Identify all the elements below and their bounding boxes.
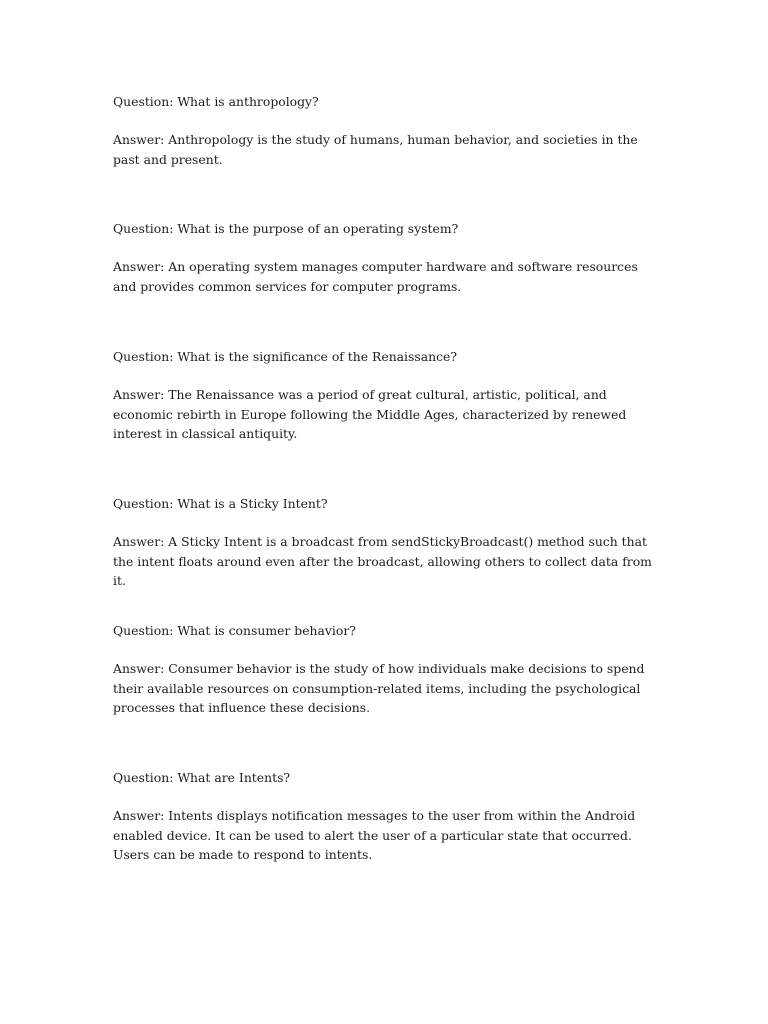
qa-entry-renaissance xyxy=(113,347,658,444)
answer-text: Answer: An operating system manages computer hardware and software resources and provides common services for computer programs. xyxy=(113,259,638,294)
question-text: Question: What is anthropology? xyxy=(113,94,319,109)
answer-text: Answer: A Sticky Intent is a broadcast from sendStickyBroadcast() method such that the intent floats around even after the broadcast, allowing others to collect data from it. xyxy=(113,534,652,588)
qa-entry-anthropology xyxy=(113,92,658,169)
answer-text: Answer: Consumer behavior is the study of how individuals make decisions to spend their available resources on consumption-related items, including the psychological processes that influence these decisions. xyxy=(113,661,645,715)
qa-entry-operating-system xyxy=(113,219,658,296)
question-text: Question: What is consumer behavior? xyxy=(113,623,356,638)
question-text: Question: What is the purpose of an operating system? xyxy=(113,221,459,236)
qa-entry-consumer-behavior xyxy=(113,621,658,718)
question-text: Question: What is the significance of the Renaissance? xyxy=(113,349,458,364)
qa-entry-sticky-intent xyxy=(113,494,658,591)
question-text: Question: What are Intents? xyxy=(113,770,291,785)
qa-entry-intents xyxy=(113,768,658,865)
answer-text: Answer: Anthropology is the study of humans, human behavior, and societies in the past and present. xyxy=(113,132,638,167)
answer-text: Answer: The Renaissance was a period of great cultural, artistic, political, and economic rebirth in Europe following the Middle Ages, characterized by renewed interest in classical antiquity. xyxy=(113,387,627,441)
question-text: Question: What is a Sticky Intent? xyxy=(113,496,328,511)
answer-text: Answer: Intents displays notification messages to the user from within the Android enabled device. It can be used to alert the user of a particular state that occurred. Users can be made to respond to intents. xyxy=(113,808,636,862)
